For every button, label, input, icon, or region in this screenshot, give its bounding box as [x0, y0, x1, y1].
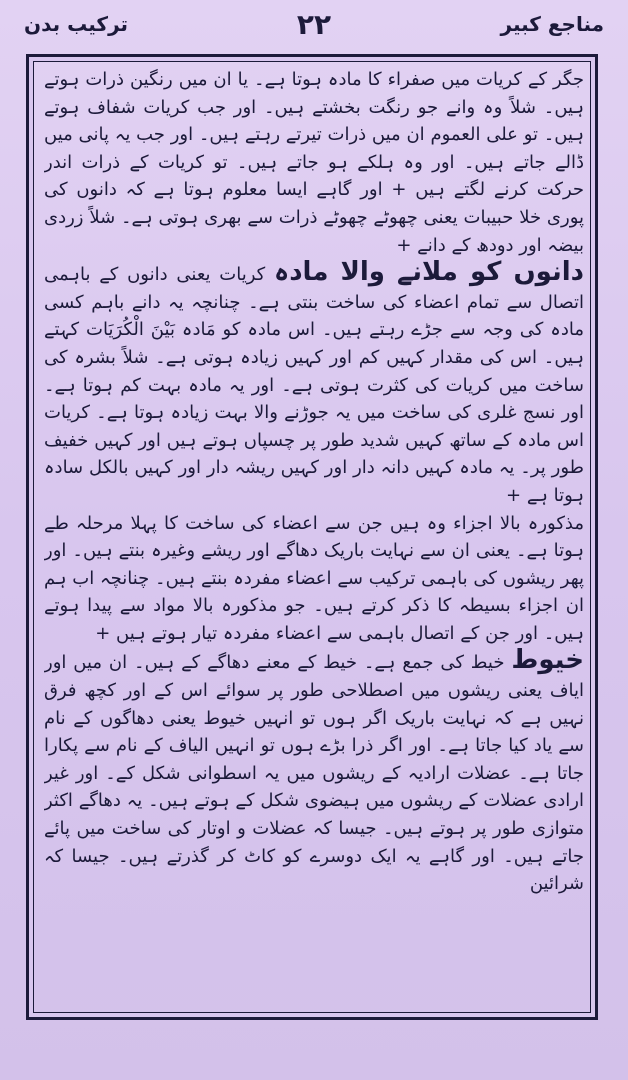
paragraph-1-text: جگر کے کریات میں صفراء کا مادہ ہوتا ہے۔ یا ان میں رنگین ذرات ہوتے ہیں۔ شلاً وہ وانے جو رنگت بخشتے ہیں۔ اور جب کریات شفاف ہوتے ہیں۔ تو علی العموم ان میں ذرات تیرتے رہتے ہیں۔ اور جب یہ پانی میں ڈالے جاتے ہیں۔ اور وہ ہلکے ہو جاتے ہیں۔ تو کریات کے ذرات اندر حرکت کرنے لگتے ہیں + اور گاہے ایسا معلوم ہوتا ہے کہ دانوں کی پوری خلا حبیبات یعنی چھوٹے چھوٹے ذرات سے بھری ہوتی ہے۔ شلاً زردی بیضہ اور دودھ کے دانے +	[44, 69, 584, 256]
paragraph-4	[44, 647, 584, 897]
page-header	[24, 8, 604, 52]
section-heading-binding-material: دانوں کو ملانے والا مادہ	[273, 257, 584, 288]
page-number: ۲۲	[296, 8, 332, 41]
paragraph-3-text: مذکورہ بالا اجزاء وہ ہیں جن سے اعضاء کی ساخت کا پہلا مرحلہ طے ہوتا ہے۔ یعنی ان سے نہایت باریک دھاگے اور ریشے وغیرہ بنتے ہیں۔ اور پھر ریشوں کی باہمی ترکیب سے اعضاء مفردہ بنتے ہیں۔ چنانچہ اب ہم ان اجزاء بسیطہ کا ذکر کرتے ہیں۔ جو مذکورہ بالا مواد سے پیدا ہوتے ہیں۔ اور جن کے اتصال باہمی سے اعضاء مفردہ تیار ہوتے ہیں +	[44, 512, 584, 644]
paragraph-2	[44, 259, 584, 509]
paragraph-1	[44, 66, 584, 259]
chapter-title: ترکیب بدن	[24, 12, 129, 36]
book-title: مناجع کبیر	[500, 12, 604, 36]
paragraph-2-text: کریات یعنی دانوں کے باہمی اتصال سے تمام اعضاء کی ساخت بنتی ہے۔ چنانچہ یہ دانے باہم کسی مادہ کی وجہ سے جڑے رہتے ہیں۔ اس مادہ کو مَادہ بَیْنَ الْکُرَیَات کہتے ہیں۔ اس کی مقدار کہیں کم اور کہیں زیادہ ہوتی ہے۔ شلاً بشرہ کی ساخت میں کریات کی کثرت ہوتی ہے۔ اور یہ مادہ بہت کم ہوتا ہے۔ اور نسج غلری کی ساخت میں یہ جوڑنے والا بہت زیادہ ہوتا ہے۔ کریات اس مادہ کے ساتھ کہیں شدید طور پر چسپاں ہوتے ہیں اور کہیں خفیف طور پر۔ یہ مادہ کہیں دانہ دار اور کہیں ریشہ دار اور کہیں بالکل سادہ ہوتا ہے +	[44, 264, 584, 506]
section-heading-fibres: خیوط	[511, 645, 584, 676]
paragraph-3	[44, 510, 584, 648]
paragraph-4-text: خیط کی جمع ہے۔ خیط کے معنے دھاگے کے ہیں۔ ان میں اور ایاف یعنی ریشوں میں اصطلاحی طور پر سوائے اس کے اور کچھ فرق نہیں ہے کہ نہایت باریک اگر ہوں تو انہیں خیوط یعنی دھاگوں کے نام سے یاد کیا جاتا ہے۔ اور اگر ذرا بڑے ہوں تو انہیں الیاف کے نام سے پکارا جاتا ہے۔ عضلات ارادیہ کے ریشوں میں یہ اسطوانی شکل کے۔ اور غیر ارادی عضلات کے ریشوں میں ہیضوی شکل کے ہوتے ہیں۔ یہ دھاگے اکثر متوازی طور پر ہوتے ہیں۔ جیسا کہ عضلات و اوتار کی ساخت میں پائے جاتے ہیں۔ اور گاہے یہ ایک دوسرے کو کاٹ کر گذرتے ہیں۔ جیسا کہ شرائین	[44, 652, 584, 895]
page-body	[44, 66, 584, 1012]
